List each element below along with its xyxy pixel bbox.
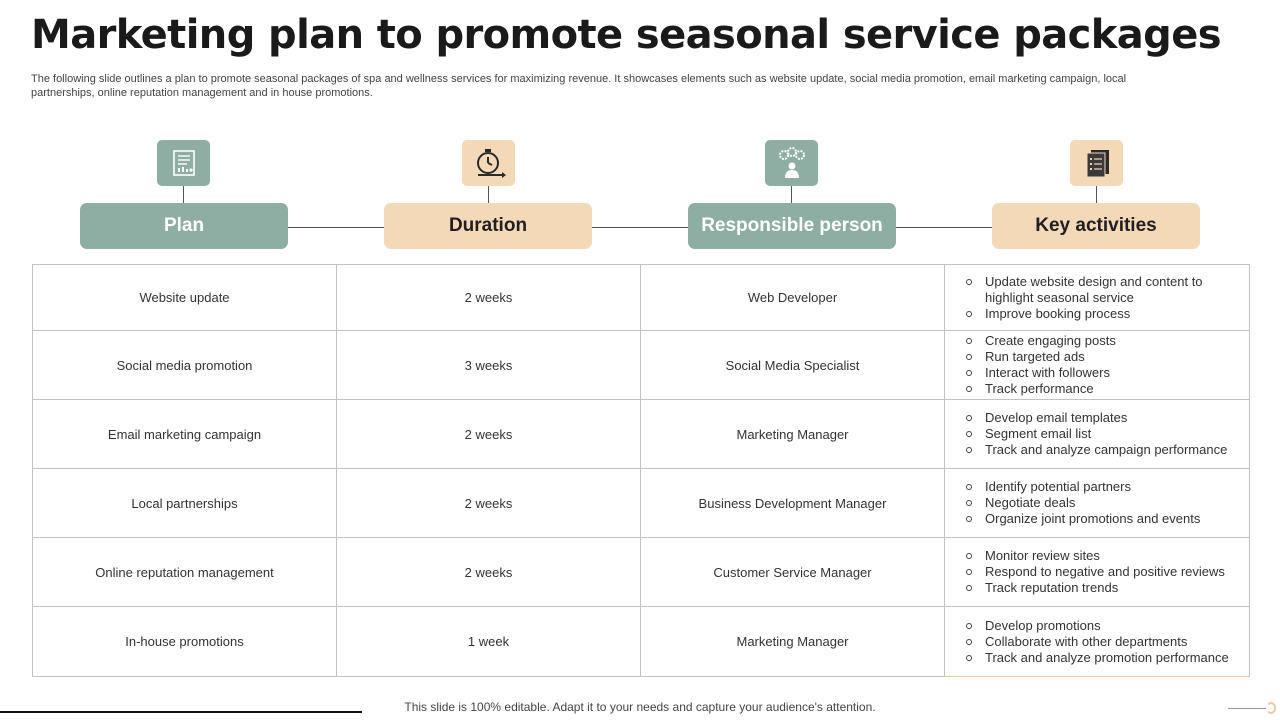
page-title: Marketing plan to promote seasonal service packages (31, 12, 1221, 58)
person-stem (791, 186, 792, 203)
activity-item: Identify potential partners (965, 479, 1249, 495)
bottom-right-line (1228, 708, 1266, 709)
header-responsible-person: Responsible person (688, 203, 896, 249)
table-row (33, 400, 1250, 469)
stopwatch-icon (462, 140, 515, 186)
duration-cell: 2 weeks (337, 538, 641, 607)
person-cell: Customer Service Manager (641, 538, 945, 607)
plan-cell: Email marketing campaign (33, 400, 337, 469)
activity-item: Collaborate with other departments (965, 634, 1249, 650)
activity-item: Track reputation trends (965, 580, 1249, 596)
activity-item: Develop email templates (965, 410, 1249, 426)
duration-cell: 2 weeks (337, 469, 641, 538)
header-plan: Plan (80, 203, 288, 249)
activity-item: Negotiate deals (965, 495, 1249, 511)
activity-item: Run targeted ads (965, 349, 1249, 365)
table-row (33, 331, 1250, 400)
activity-item: Improve booking process (965, 306, 1249, 322)
activities-cell (945, 265, 1250, 331)
header-duration: Duration (384, 203, 592, 249)
activities-cell (945, 331, 1250, 400)
table-accent-rule (945, 676, 1248, 677)
plan-cell: Local partnerships (33, 469, 337, 538)
activity-item: Update website design and content to highlight seasonal service (965, 274, 1249, 306)
table-row (33, 469, 1250, 538)
activity-item: Organize joint promotions and events (965, 511, 1249, 527)
activities-cell (945, 469, 1250, 538)
table-row (33, 538, 1250, 607)
header-key-activities: Key activities (992, 203, 1200, 249)
plan-cell: Social media promotion (33, 331, 337, 400)
plan-table (32, 264, 1250, 677)
page-subtitle: The following slide outlines a plan to promote seasonal packages of spa and wellness services for maximizing revenue. It showcases elements such as website update, social media promotion, email marketing campaign, local partnerships, online reputation management and in house promotions. (31, 73, 1127, 99)
table-row (33, 265, 1250, 331)
activity-item: Create engaging posts (965, 333, 1249, 349)
activities-cell (945, 607, 1250, 677)
plan-cell: Website update (33, 265, 337, 331)
bottom-right-arc (1266, 702, 1276, 714)
activity-item: Track and analyze promotion performance (965, 650, 1249, 666)
person-cell: Social Media Specialist (641, 331, 945, 400)
footer-note: This slide is 100% editable. Adapt it to your needs and capture your audience's attention. (404, 700, 876, 714)
activity-item: Interact with followers (965, 365, 1249, 381)
duration-cell: 2 weeks (337, 400, 641, 469)
activity-item: Track performance (965, 381, 1249, 397)
duration-cell: 2 weeks (337, 265, 641, 331)
activity-item: Respond to negative and positive reviews (965, 564, 1249, 580)
checklist-icon (1070, 140, 1123, 186)
activity-item: Monitor review sites (965, 548, 1249, 564)
activities-cell (945, 538, 1250, 607)
duration-stem (488, 186, 489, 203)
table-row (33, 607, 1250, 677)
plan-cell: In-house promotions (33, 607, 337, 677)
person-cell: Marketing Manager (641, 400, 945, 469)
person-cell: Business Development Manager (641, 469, 945, 538)
activity-item: Track and analyze campaign performance (965, 442, 1249, 458)
activity-item: Develop promotions (965, 618, 1249, 634)
person-cell: Web Developer (641, 265, 945, 331)
duration-cell: 3 weeks (337, 331, 641, 400)
activity-item: Segment email list (965, 426, 1249, 442)
person-gears-icon (765, 140, 818, 186)
plan-stem (183, 186, 184, 203)
activities-stem (1096, 186, 1097, 203)
report-icon (157, 140, 210, 186)
duration-cell: 1 week (337, 607, 641, 677)
plan-cell: Online reputation management (33, 538, 337, 607)
activities-cell (945, 400, 1250, 469)
person-cell: Marketing Manager (641, 607, 945, 677)
